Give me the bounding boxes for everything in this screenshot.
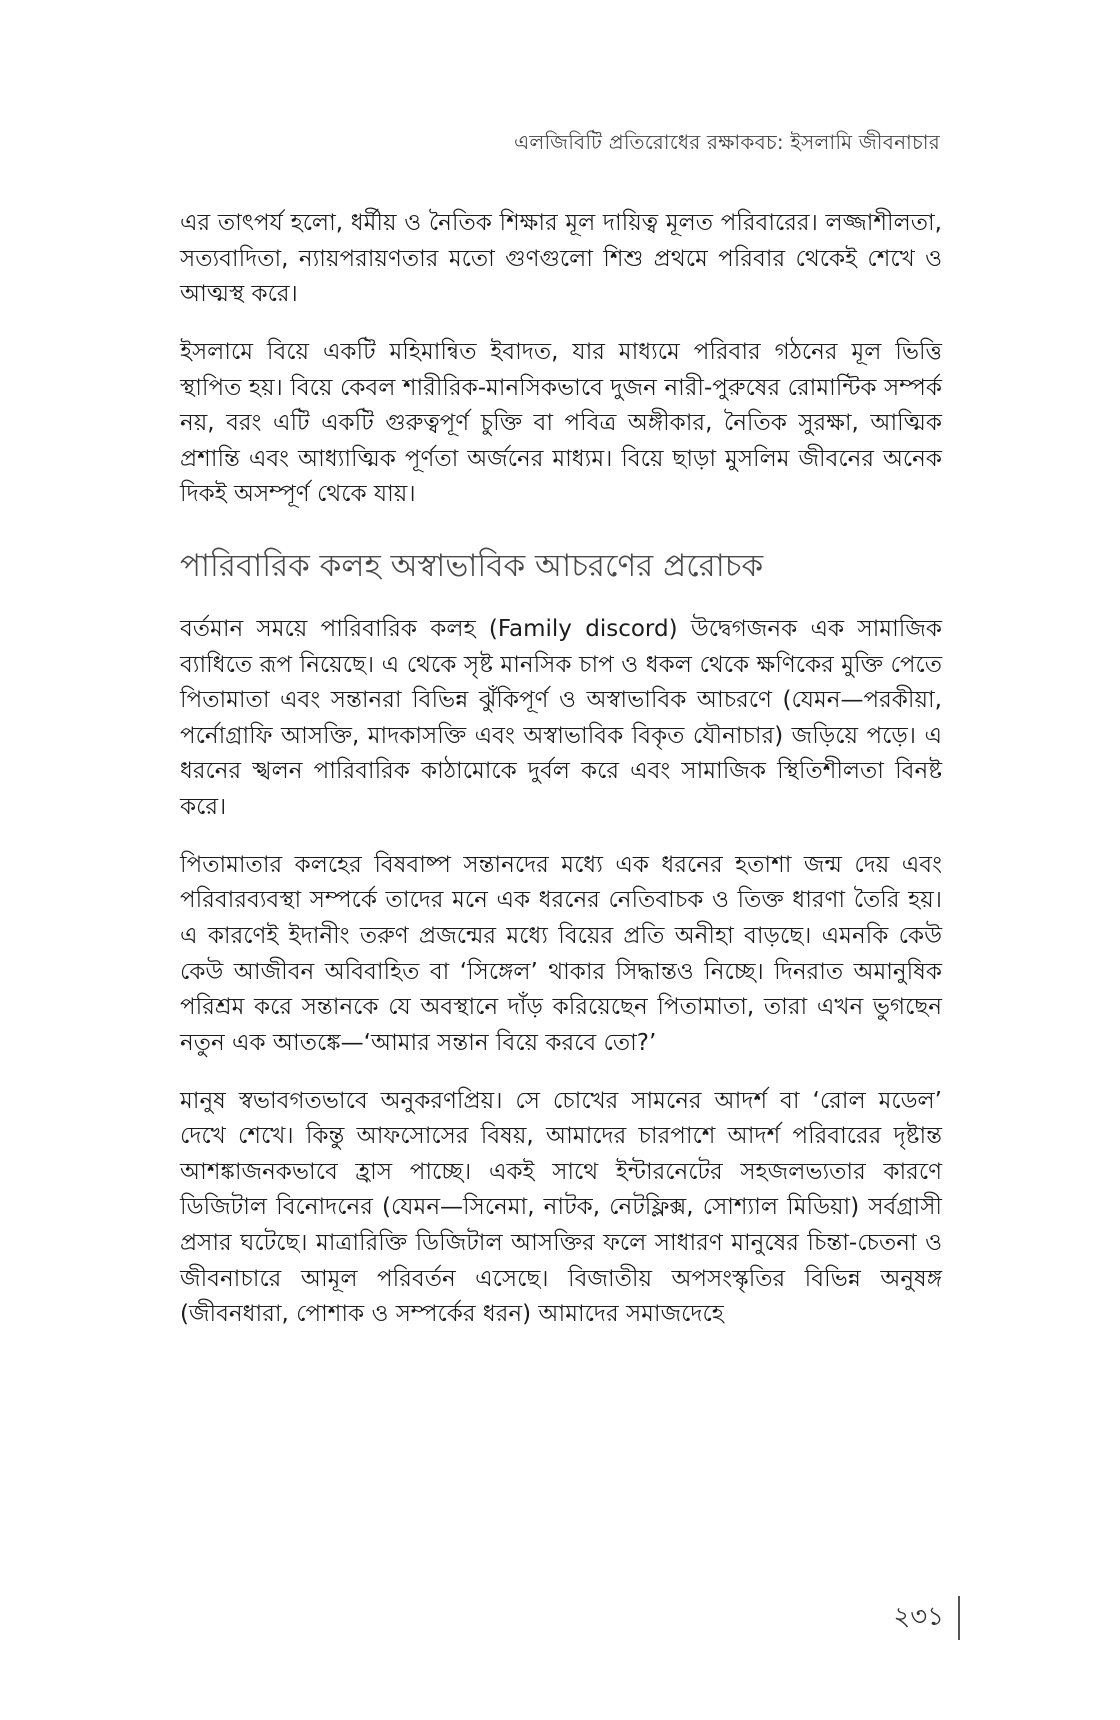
paragraph-1: এর তাৎপর্য হলো, ধর্মীয় ও নৈতিক শিক্ষার মূল দায়িত্ব মূলত পরিবারের। লজ্জাশীলতা, সত্যবাদিতা, ন্যায়পরায়ণতার মতো গুণগুলো শিশু প্রথমে পরিবার থেকেই শেখে ও আত্মস্থ করে। <box>180 210 942 308</box>
paragraph-5: মানুষ স্বভাবগতভাবে অনুকরণপ্রিয়। সে চোখের সামনের আদর্শ বা ‘রোল মডেল’ দেখে শেখে। কিন্তু আফসোসের বিষয়, আমাদের চারপাশে আদর্শ পরিবারের দৃষ্টান্ত আশঙ্কাজনকভাবে হ্রাস পাচ্ছে। একই সাথে ইন্টারনেটের সহজলভ্যতার কারণে ডিজিটাল বিনোদনের (যেমন—সিনেমা, নাটক, নেটফ্লিক্স, সোশ্যাল মিডিয়া) সর্বগ্রাসী প্রসার ঘটেছে। মাত্রারিক্তি ডিজিটাল আসক্তির ফলে সাধারণ মানুষের চিন্তা-চেতনা ও জীবনাচারে আমূল পরিবর্তন এসেছে। বিজাতীয় অপসংস্কৃতির বিভিন্ন অনুষঙ্গ (জীবনধারা, পোশাক ও সম্পর্কের ধরন) আমাদের সমাজদেহে <box>180 1087 942 1328</box>
page-number: ২৩১ <box>893 1602 944 1632</box>
paragraph-4: পিতামাতার কলহের বিষবাষ্প সন্তানদের মধ্যে এক ধরনের হতাশা জন্ম দেয় এবং পরিবারব্যবস্থা সম্পর্কে তাদের মনে এক ধরনের নেতিবাচক ও তিক্ত ধারণা তৈরি হয়। এ কারণেই ইদানীং তরুণ প্রজন্মের মধ্যে বিয়ের প্রতি অনীহা বাড়ছে। এমনকি কেউ কেউ আজীবন অবিবাহিত বা ‘সিঙ্গেল’ থাকার সিদ্ধান্তও নিচ্ছে। দিনরাত অমানুষিক পরিশ্রম করে সন্তানকে যে অবস্থানে দাঁড় করিয়েছেন পিতামাতা, তারা এখন ভুগছেন নতুন এক আতঙ্কে—‘আমার সন্তান বিয়ে করবে তো?’ <box>180 851 942 1056</box>
paragraph-3: বর্তমান সময়ে পারিবারিক কলহ (Family discord) উদ্বেগজনক এক সামাজিক ব্যাধিতে রূপ নিয়েছে। এ থেকে সৃষ্ট মানসিক চাপ ও ধকল থেকে ক্ষণিকের মুক্তি পেতে পিতামাতা এবং সন্তানরা বিভিন্ন ঝুঁকিপূর্ণ ও অস্বাভাবিক আচরণে (যেমন—পরকীয়া, পর্নোগ্রাফি আসক্তি, মাদকাসক্তি এবং অস্বাভাবিক বিকৃত যৌনাচার) জড়িয়ে পড়ে। এ ধরনের স্খলন পারিবারিক কাঠামোকে দুর্বল করে এবং সামাজিক স্থিতিশীলতা বিনষ্ট করে। <box>180 615 942 821</box>
section-heading: পারিবারিক কলহ অস্বাভাবিক আচরণের প্ররোচক <box>180 548 764 585</box>
page-number-divider <box>958 1596 960 1640</box>
body-text <box>180 206 942 1355</box>
running-header: এলজিবিটি প্রতিরোধের রক্ষাকবচ: ইসলামি জীবনাচার <box>513 130 940 154</box>
paragraph-2: ইসলামে বিয়ে একটি মহিমান্বিত ইবাদত, যার মাধ্যমে পরিবার গঠনের মূল ভিত্তি স্থাপিত হয়। বিয়ে কেবল শারীরিক-মানসিকভাবে দুজন নারী-পুরুষের রোমান্টিক সম্পর্ক নয়, বরং এটি একটি গুরুত্বপূর্ণ চুক্তি বা পবিত্র অঙ্গীকার, নৈতিক সুরক্ষা, আত্মিক প্রশান্তি এবং আধ্যাত্মিক পূর্ণতা অর্জনের মাধ্যম। বিয়ে ছাড়া মুসলিম জীবনের অনেক দিকই অসম্পূর্ণ থেকে যায়। <box>180 338 942 508</box>
page-footer <box>893 1596 960 1640</box>
